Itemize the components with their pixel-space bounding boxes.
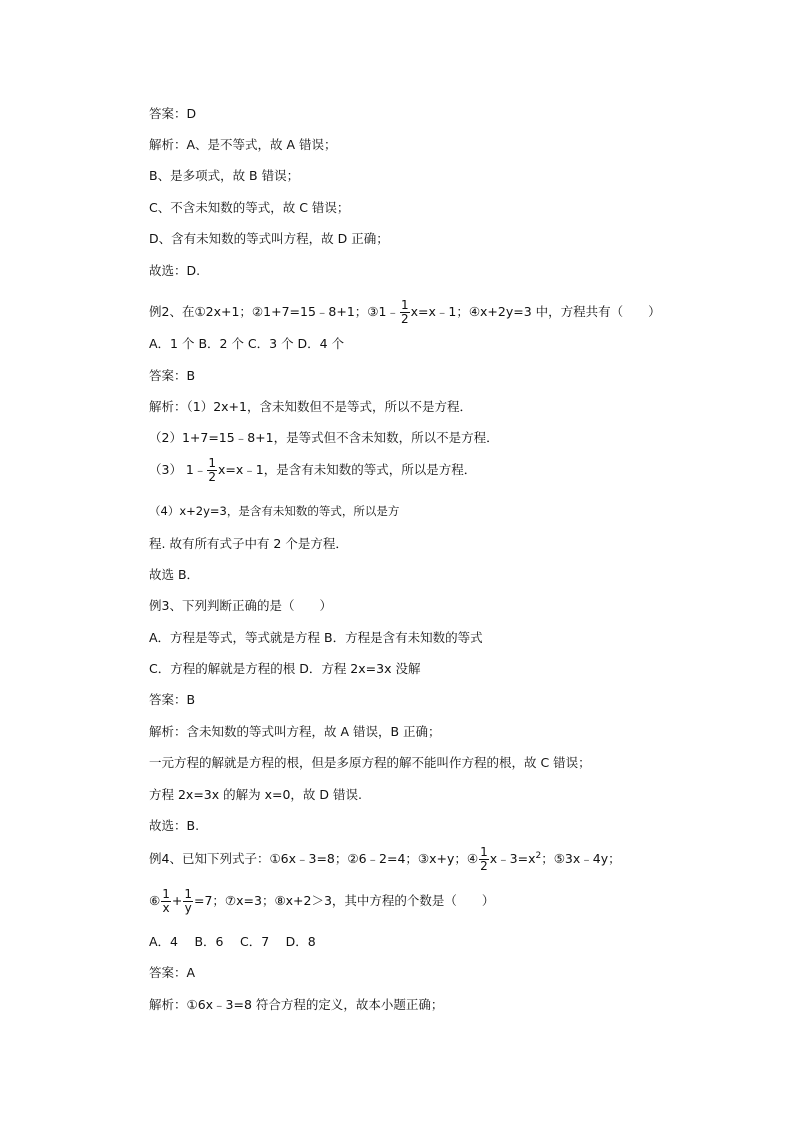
text: 答案：A	[149, 965, 196, 980]
text: ⑥	[149, 893, 161, 908]
analysis-line	[149, 503, 399, 519]
text: 例2、在①2x+1；②1+7=15﹣8+1；③1﹣	[149, 304, 399, 319]
text: x﹣3=x	[489, 851, 536, 866]
fraction	[400, 299, 410, 326]
fraction	[161, 888, 171, 915]
analysis-line	[149, 536, 348, 552]
options-line	[149, 934, 316, 950]
analysis-line	[149, 787, 362, 803]
text: （3） 1﹣	[149, 462, 207, 477]
text: A．1 个 B．2 个 C．3 个 D．4 个	[149, 336, 345, 351]
analysis-line	[149, 200, 349, 216]
choice-line	[149, 263, 200, 279]
denominator: y	[184, 901, 192, 915]
analysis-line	[149, 137, 337, 153]
answer-line	[149, 692, 195, 708]
text: 答案：B	[149, 692, 196, 707]
text: A．4 B．6 C．7 D．8	[149, 934, 316, 949]
answer-line	[149, 106, 196, 122]
answer-line	[149, 965, 195, 981]
text: x=x﹣1；④x+2y=3 中，方程共有（ ）	[410, 304, 661, 319]
numerator: 1	[400, 298, 409, 312]
text: =7；⑦x=3；⑧x+2＞3，其中方程的个数是（ ）	[193, 893, 495, 908]
options-line	[149, 630, 483, 646]
text: （4）x+2y=3，是含有未知数的等式，所以是方	[149, 504, 400, 518]
example-question	[149, 888, 494, 915]
analysis-line	[149, 457, 476, 484]
text: ；⑤3x﹣4y；	[541, 851, 621, 866]
text: 一元方程的解就是方程的根，但是多原方程的解不能叫作方程的根，故 C 错误；	[149, 755, 591, 770]
analysis-line	[149, 997, 443, 1013]
text: C．方程的解就是方程的根 D．方程 2x=3x 没解	[149, 661, 421, 676]
text: 解析：①6x﹣3=8 符合方程的定义，故本小题正确；	[149, 997, 444, 1012]
answer-line	[149, 368, 195, 384]
fraction	[479, 846, 489, 873]
fraction	[207, 457, 217, 484]
text: 答案：B	[149, 368, 196, 383]
numerator: 1	[208, 456, 217, 470]
text: 例3、下列判断正确的是（ ）	[149, 598, 332, 613]
text: A．方程是等式，等式就是方程 B．方程是含有未知数的等式	[149, 630, 483, 645]
analysis-line	[149, 724, 441, 740]
text: 故选 B．	[149, 567, 200, 582]
analysis-line	[149, 231, 389, 247]
text: 方程 2x=3x 的解为 x=0，故 D 错误.	[149, 787, 362, 802]
options-line	[149, 336, 344, 352]
text: 答案：D	[149, 106, 197, 121]
text: x=x﹣1，是含有未知数的等式，所以是方程．	[218, 462, 477, 477]
text: （2）1+7=15﹣8+1，是等式但不含未知数，所以不是方程．	[149, 430, 499, 445]
denominator: 2	[400, 312, 409, 326]
example-question	[149, 299, 661, 326]
text: 程. 故有所有式子中有 2 个是方程．	[149, 536, 348, 551]
analysis-line	[149, 430, 499, 446]
choice-line	[149, 567, 199, 583]
numerator: 1	[480, 845, 488, 859]
example-question	[149, 598, 332, 614]
text: 例4、已知下列式子：①6x﹣3=8；②6﹣2=4；③x+y；④	[149, 851, 479, 866]
text: B、是多项式，故 B 错误；	[149, 168, 300, 183]
text: C、不含未知数的等式，故 C 错误；	[149, 200, 350, 215]
example-question	[149, 846, 621, 873]
text: 解析：A、是不等式，故 A 错误；	[149, 137, 337, 152]
text: 解析：（1）2x+1，含未知数但不是等式，所以不是方程．	[149, 399, 472, 414]
text: 故选：D.	[149, 263, 201, 278]
denominator: x	[162, 901, 170, 915]
denominator: 2	[208, 470, 217, 484]
exponent: 2	[535, 850, 542, 861]
fraction	[183, 888, 193, 915]
denominator: 2	[480, 859, 488, 873]
text: D、含有未知数的等式叫方程，故 D 正确；	[149, 231, 389, 246]
text: 解析：含未知数的等式叫方程，故 A 错误，B 正确；	[149, 724, 441, 739]
text: +	[171, 893, 183, 908]
analysis-line	[149, 168, 299, 184]
analysis-line	[149, 755, 591, 771]
choice-line	[149, 818, 199, 834]
numerator: 1	[184, 887, 192, 901]
options-line	[149, 661, 420, 677]
numerator: 1	[162, 887, 170, 901]
text: 故选：B.	[149, 818, 200, 833]
analysis-line	[149, 399, 472, 415]
